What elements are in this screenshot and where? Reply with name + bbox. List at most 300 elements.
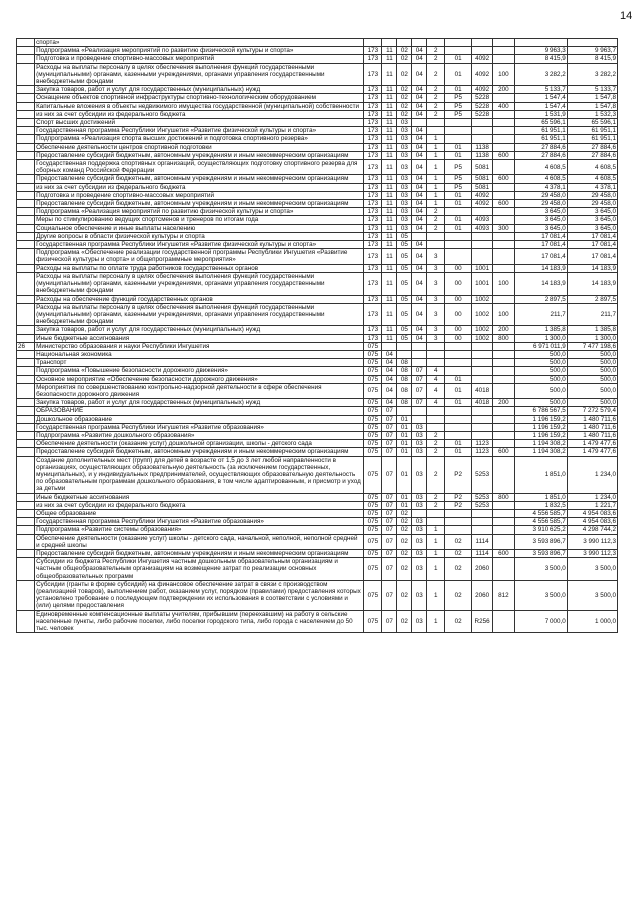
row-type-code: 200 (493, 326, 514, 334)
row-event-code: 01 (445, 375, 472, 383)
row-direction-code (471, 407, 492, 415)
row-name: Субсидии из бюджета Республики Ингушетия частным дошкольным образовательным организациям и частным общеобразовательным организациям на возмещение затрат по реализации основных общеобразовательных программ (35, 558, 364, 581)
row-subprogram-code: 2 (427, 94, 445, 102)
row-ministry-code: 075 (364, 399, 382, 407)
row-subsection-code (397, 39, 412, 47)
row-ministry-code: 173 (364, 249, 382, 264)
row-ministry-code: 075 (364, 383, 382, 398)
row-ministry-code: 075 (364, 431, 382, 439)
row-program-code: 04 (412, 264, 427, 272)
row-number (17, 183, 35, 191)
row-number (17, 326, 35, 334)
row-program-code: 04 (412, 94, 427, 102)
row-event-code (445, 342, 472, 350)
row-direction-code: 5253 (471, 456, 492, 493)
row-name: Закупка товаров, работ и услуг для государственных (муниципальных) нужд (35, 399, 364, 407)
row-amount-2020: 65 596,1 (514, 119, 567, 127)
row-direction-code (471, 509, 492, 517)
table-row (17, 550, 618, 558)
row-subprogram-code: 3 (427, 303, 445, 326)
row-amount-2021: 1 480 711,6 (567, 431, 617, 439)
row-program-code: 04 (412, 55, 427, 63)
row-name: Национальная экономика (35, 350, 364, 358)
row-amount-2021: 4 298 744,2 (567, 526, 617, 534)
table-row (17, 86, 618, 94)
row-direction-code: 4092 (471, 191, 492, 199)
row-type-code (493, 47, 514, 55)
row-subsection-code: 01 (397, 415, 412, 423)
table-row (17, 143, 618, 151)
row-direction-code: 4092 (471, 200, 492, 208)
row-subsection-code: 03 (397, 135, 412, 143)
row-subprogram-code: 1 (427, 534, 445, 549)
row-type-code: 600 (493, 151, 514, 159)
row-subsection-code: 02 (397, 55, 412, 63)
row-direction-code: 1002 (471, 334, 492, 342)
row-program-code: 03 (412, 610, 427, 633)
row-subsection-code: 02 (397, 86, 412, 94)
row-amount-2021: 1 532,3 (567, 110, 617, 118)
row-ministry-code: 075 (364, 493, 382, 501)
row-name: Мероприятия по совершенствованию контрольно-надзорной деятельности в сфере обеспечения безопасности дорожного движения (35, 383, 364, 398)
row-amount-2021: 3 500,0 (567, 558, 617, 581)
row-ministry-code: 173 (364, 102, 382, 110)
row-subsection-code: 03 (397, 151, 412, 159)
row-name: Подпрограмма «Реализация спорта высших достижений и подготовка спортивного резерва» (35, 135, 364, 143)
row-number (17, 580, 35, 610)
row-program-code: 03 (412, 493, 427, 501)
row-type-code (493, 191, 514, 199)
row-subsection-code: 02 (397, 534, 412, 549)
row-amount-2020: 500,0 (514, 367, 567, 375)
row-event-code (445, 119, 472, 127)
row-program-code: 04 (412, 47, 427, 55)
row-event-code (445, 249, 472, 264)
row-event-code (445, 526, 472, 534)
row-event-code: 01 (445, 63, 472, 86)
row-amount-2020: 1 531,9 (514, 110, 567, 118)
row-direction-code: 1138 (471, 151, 492, 159)
row-subprogram-code (427, 350, 445, 358)
row-amount-2020: 17 081,4 (514, 241, 567, 249)
row-name: из них за счет субсидии из федерального бюджета (35, 501, 364, 509)
row-direction-code: 5228 (471, 110, 492, 118)
row-section-code: 07 (382, 493, 397, 501)
row-event-code (445, 367, 472, 375)
row-ministry-code: 075 (364, 448, 382, 456)
row-amount-2020: 4 378,1 (514, 183, 567, 191)
row-direction-code: 5228 (471, 94, 492, 102)
row-type-code (493, 518, 514, 526)
row-section-code: 11 (382, 264, 397, 272)
row-ministry-code: 173 (364, 63, 382, 86)
row-type-code (493, 39, 514, 47)
row-program-code: 03 (412, 558, 427, 581)
row-type-code (493, 383, 514, 398)
row-direction-code: 4092 (471, 63, 492, 86)
row-direction-code: 4093 (471, 224, 492, 232)
row-program-code: 04 (412, 151, 427, 159)
row-type-code (493, 440, 514, 448)
row-amount-2021: 14 183,9 (567, 264, 617, 272)
table-row (17, 367, 618, 375)
row-number (17, 509, 35, 517)
row-number (17, 232, 35, 240)
row-number (17, 86, 35, 94)
row-subprogram-code: 4 (427, 367, 445, 375)
row-subprogram-code: 3 (427, 249, 445, 264)
row-ministry-code: 173 (364, 208, 382, 216)
row-section-code: 11 (382, 63, 397, 86)
row-event-code: 01 (445, 448, 472, 456)
row-section-code: 11 (382, 143, 397, 151)
row-amount-2020: 29 458,0 (514, 191, 567, 199)
row-type-code (493, 241, 514, 249)
row-event-code: 01 (445, 440, 472, 448)
row-subprogram-code: 2 (427, 63, 445, 86)
row-name: Транспорт (35, 359, 364, 367)
row-type-code: 800 (493, 334, 514, 342)
row-name: Капитальные вложения в объекты недвижимого имущества государственной (муниципальной) собственности (35, 102, 364, 110)
row-amount-2021: 1 479 477,6 (567, 448, 617, 456)
table-row (17, 127, 618, 135)
row-amount-2021: 7 272 579,4 (567, 407, 617, 415)
row-ministry-code: 173 (364, 326, 382, 334)
row-name: из них за счет субсидии из федерального бюджета (35, 110, 364, 118)
row-subsection-code: 03 (397, 200, 412, 208)
row-subprogram-code: 1 (427, 143, 445, 151)
row-name: Государственная поддержка спортивных организаций, осуществляющих подготовку спортивного резерва для сборных команд Российской Федерации (35, 160, 364, 175)
row-direction-code (471, 127, 492, 135)
row-amount-2020: 1 196 159,2 (514, 423, 567, 431)
row-name: Единовременные компенсационные выплаты учителям, прибывшим (переехавшим) на работу в сельские населенные пункты, либо рабочие поселки, либо поселки городского типа, либо города с населением до 50 тыс. человек (35, 610, 364, 633)
row-type-code (493, 501, 514, 509)
row-program-code (412, 39, 427, 47)
row-event-code: 02 (445, 550, 472, 558)
row-direction-code: 5081 (471, 175, 492, 183)
row-type-code: 300 (493, 224, 514, 232)
row-subsection-code: 01 (397, 501, 412, 509)
row-event-code: P2 (445, 456, 472, 493)
row-program-code: 03 (412, 580, 427, 610)
row-subprogram-code: 1 (427, 135, 445, 143)
row-amount-2021: 3 990 112,3 (567, 534, 617, 549)
row-subprogram-code: 2 (427, 102, 445, 110)
row-amount-2020: 3 645,0 (514, 224, 567, 232)
row-section-code: 11 (382, 183, 397, 191)
row-type-code (493, 295, 514, 303)
row-subsection-code: 03 (397, 216, 412, 224)
row-section-code: 07 (382, 415, 397, 423)
row-event-code: 01 (445, 216, 472, 224)
row-number (17, 55, 35, 63)
budget-table-body (17, 39, 618, 633)
row-amount-2020: 14 183,9 (514, 272, 567, 295)
row-type-code (493, 558, 514, 581)
row-direction-code (471, 526, 492, 534)
row-event-code: 01 (445, 224, 472, 232)
row-number (17, 249, 35, 264)
row-section-code: 11 (382, 241, 397, 249)
row-name: Государственная программа Республики Ингушетия «Развитие образования» (35, 518, 364, 526)
table-row (17, 493, 618, 501)
row-subprogram-code: 1 (427, 610, 445, 633)
row-ministry-code: 075 (364, 407, 382, 415)
row-type-code (493, 264, 514, 272)
row-number (17, 431, 35, 439)
table-row (17, 102, 618, 110)
row-program-code: 03 (412, 526, 427, 534)
row-subprogram-code (427, 423, 445, 431)
row-amount-2020: 61 951,1 (514, 135, 567, 143)
row-program-code: 07 (412, 367, 427, 375)
row-type-code (493, 342, 514, 350)
row-ministry-code: 173 (364, 151, 382, 159)
row-subsection-code: 01 (397, 448, 412, 456)
row-ministry-code: 075 (364, 367, 382, 375)
row-subprogram-code: 2 (427, 440, 445, 448)
row-amount-2020: 29 458,0 (514, 200, 567, 208)
table-row (17, 224, 618, 232)
row-subsection-code: 05 (397, 241, 412, 249)
row-number (17, 135, 35, 143)
row-subsection-code: 03 (397, 127, 412, 135)
row-section-code: 04 (382, 367, 397, 375)
row-direction-code: 4092 (471, 55, 492, 63)
table-row (17, 119, 618, 127)
row-type-code (493, 423, 514, 431)
row-subprogram-code: 2 (427, 47, 445, 55)
row-section-code: 07 (382, 448, 397, 456)
row-amount-2021: 29 458,0 (567, 191, 617, 199)
row-name: из них за счет субсидии из федерального бюджета (35, 183, 364, 191)
row-section-code: 11 (382, 272, 397, 295)
row-subsection-code: 01 (397, 423, 412, 431)
row-number (17, 191, 35, 199)
table-row (17, 63, 618, 86)
row-ministry-code: 173 (364, 241, 382, 249)
table-row (17, 183, 618, 191)
row-program-code: 04 (412, 191, 427, 199)
row-event-code (445, 407, 472, 415)
row-number (17, 119, 35, 127)
row-ministry-code: 075 (364, 375, 382, 383)
row-subprogram-code: 3 (427, 272, 445, 295)
row-amount-2021: 29 458,0 (567, 200, 617, 208)
row-direction-code (471, 119, 492, 127)
row-amount-2020: 9 963,3 (514, 47, 567, 55)
row-program-code: 04 (412, 127, 427, 135)
row-number (17, 501, 35, 509)
row-number (17, 399, 35, 407)
row-program-code (412, 119, 427, 127)
row-name: Предоставление субсидий бюджетным, автономным учреждениям и иным некоммерческим организациям (35, 550, 364, 558)
row-amount-2020: 4 556 585,7 (514, 518, 567, 526)
row-amount-2020: 1 385,8 (514, 326, 567, 334)
row-subsection-code: 02 (397, 580, 412, 610)
row-number (17, 151, 35, 159)
row-direction-code (471, 350, 492, 358)
row-program-code: 07 (412, 375, 427, 383)
row-section-code: 11 (382, 175, 397, 183)
row-direction-code (471, 342, 492, 350)
row-section-code: 11 (382, 200, 397, 208)
row-amount-2020: 1 851,0 (514, 493, 567, 501)
row-amount-2021: 4 378,1 (567, 183, 617, 191)
row-amount-2021: 1 234,0 (567, 493, 617, 501)
row-number (17, 518, 35, 526)
row-name: Подготовка и проведение спортивно-массовых мероприятий (35, 55, 364, 63)
row-program-code: 03 (412, 550, 427, 558)
row-subsection-code: 02 (397, 110, 412, 118)
row-amount-2021: 3 990 112,3 (567, 550, 617, 558)
row-name: Предоставление субсидий бюджетным, автономным учреждениям и иным некоммерческим организациям (35, 151, 364, 159)
row-amount-2021: 17 081,4 (567, 241, 617, 249)
row-section-code (382, 39, 397, 47)
row-number (17, 127, 35, 135)
row-section-code: 07 (382, 558, 397, 581)
row-amount-2021: 3 500,0 (567, 580, 617, 610)
row-subprogram-code: 1 (427, 160, 445, 175)
row-number (17, 110, 35, 118)
row-section-code: 07 (382, 518, 397, 526)
row-number (17, 367, 35, 375)
row-type-code (493, 415, 514, 423)
table-row (17, 175, 618, 183)
row-type-code: 400 (493, 102, 514, 110)
row-event-code: P2 (445, 501, 472, 509)
row-name: Другие вопросы в области физической культуры и спорта (35, 232, 364, 240)
row-number (17, 200, 35, 208)
row-event-code: P5 (445, 94, 472, 102)
row-subsection-code (397, 342, 412, 350)
row-type-code (493, 160, 514, 175)
row-section-code: 07 (382, 534, 397, 549)
row-program-code: 04 (412, 160, 427, 175)
row-event-code: 01 (445, 200, 472, 208)
row-name: Закупка товаров, работ и услуг для государственных (муниципальных) нужд (35, 326, 364, 334)
row-section-code: 11 (382, 160, 397, 175)
row-amount-2021: 1 300,0 (567, 334, 617, 342)
table-row (17, 423, 618, 431)
row-direction-code (471, 367, 492, 375)
row-program-code: 03 (412, 534, 427, 549)
row-number (17, 448, 35, 456)
row-amount-2021: 8 415,9 (567, 55, 617, 63)
row-number (17, 440, 35, 448)
row-program-code: 04 (412, 102, 427, 110)
row-type-code (493, 183, 514, 191)
budget-table (16, 38, 618, 633)
row-amount-2020: 211,7 (514, 303, 567, 326)
row-subsection-code: 03 (397, 160, 412, 175)
row-number (17, 359, 35, 367)
row-subsection-code: 02 (397, 102, 412, 110)
row-name: Предоставление субсидий бюджетным, автономным учреждениям и иным некоммерческим организациям (35, 448, 364, 456)
row-amount-2020: 27 884,6 (514, 143, 567, 151)
row-amount-2021: 500,0 (567, 399, 617, 407)
table-row (17, 526, 618, 534)
row-subsection-code: 05 (397, 232, 412, 240)
table-row (17, 534, 618, 549)
row-event-code (445, 518, 472, 526)
row-type-code: 200 (493, 399, 514, 407)
row-section-code: 07 (382, 440, 397, 448)
row-name: Предоставление субсидий бюджетным, автономным учреждениям и иным некоммерческим организациям (35, 200, 364, 208)
row-name: Государственная программа Республики Ингушетия «Развитие физической культуры и спорта» (35, 241, 364, 249)
row-event-code (445, 423, 472, 431)
row-subsection-code: 03 (397, 191, 412, 199)
row-event-code: 00 (445, 295, 472, 303)
row-program-code: 03 (412, 456, 427, 493)
row-type-code (493, 208, 514, 216)
row-number (17, 493, 35, 501)
row-section-code: 04 (382, 375, 397, 383)
table-row (17, 610, 618, 633)
row-subprogram-code: 4 (427, 399, 445, 407)
row-subsection-code: 08 (397, 375, 412, 383)
row-ministry-code: 173 (364, 303, 382, 326)
row-subsection-code: 02 (397, 550, 412, 558)
row-direction-code (471, 518, 492, 526)
row-subprogram-code: 3 (427, 264, 445, 272)
row-subprogram-code (427, 509, 445, 517)
row-section-code: 07 (382, 509, 397, 517)
row-program-code: 03 (412, 501, 427, 509)
row-amount-2020: 4 556 585,7 (514, 509, 567, 517)
row-name: ОБРАЗОВАНИЕ (35, 407, 364, 415)
row-name: Государственная программа Республики Ингушетия «Развитие образования» (35, 423, 364, 431)
table-row (17, 399, 618, 407)
row-subprogram-code: 2 (427, 448, 445, 456)
page-number: 14 (620, 10, 633, 22)
row-section-code: 11 (382, 232, 397, 240)
row-program-code: 03 (412, 448, 427, 456)
row-number (17, 375, 35, 383)
row-name: Расходы на выплаты персоналу в целях обеспечения выполнения функций государственными (муниципальными) органами, казенными учреждениями, органами управления государственными внебюджетными фондами (35, 272, 364, 295)
row-amount-2020: 4 608,5 (514, 175, 567, 183)
row-subsection-code: 02 (397, 509, 412, 517)
row-section-code: 04 (382, 359, 397, 367)
row-event-code (445, 431, 472, 439)
row-event-code (445, 39, 472, 47)
row-type-code: 100 (493, 272, 514, 295)
row-subprogram-code: 2 (427, 55, 445, 63)
row-section-code: 11 (382, 224, 397, 232)
row-event-code: P2 (445, 493, 472, 501)
row-type-code (493, 431, 514, 439)
row-amount-2020: 1 194 308,2 (514, 440, 567, 448)
row-type-code: 200 (493, 86, 514, 94)
row-number (17, 102, 35, 110)
row-subsection-code: 01 (397, 431, 412, 439)
row-ministry-code: 075 (364, 610, 382, 633)
table-row (17, 191, 618, 199)
row-direction-code: R256 (471, 610, 492, 633)
row-type-code (493, 94, 514, 102)
row-type-code (493, 407, 514, 415)
row-amount-2020: 4 608,5 (514, 160, 567, 175)
row-number (17, 295, 35, 303)
row-event-code: P5 (445, 160, 472, 175)
row-amount-2021: 500,0 (567, 383, 617, 398)
row-direction-code: 5253 (471, 493, 492, 501)
row-number: 26 (17, 342, 35, 350)
row-name: Министерство образования и науки Республики Ингушетия (35, 342, 364, 350)
row-program-code (412, 509, 427, 517)
row-direction-code: 1002 (471, 303, 492, 326)
row-event-code: P5 (445, 175, 472, 183)
